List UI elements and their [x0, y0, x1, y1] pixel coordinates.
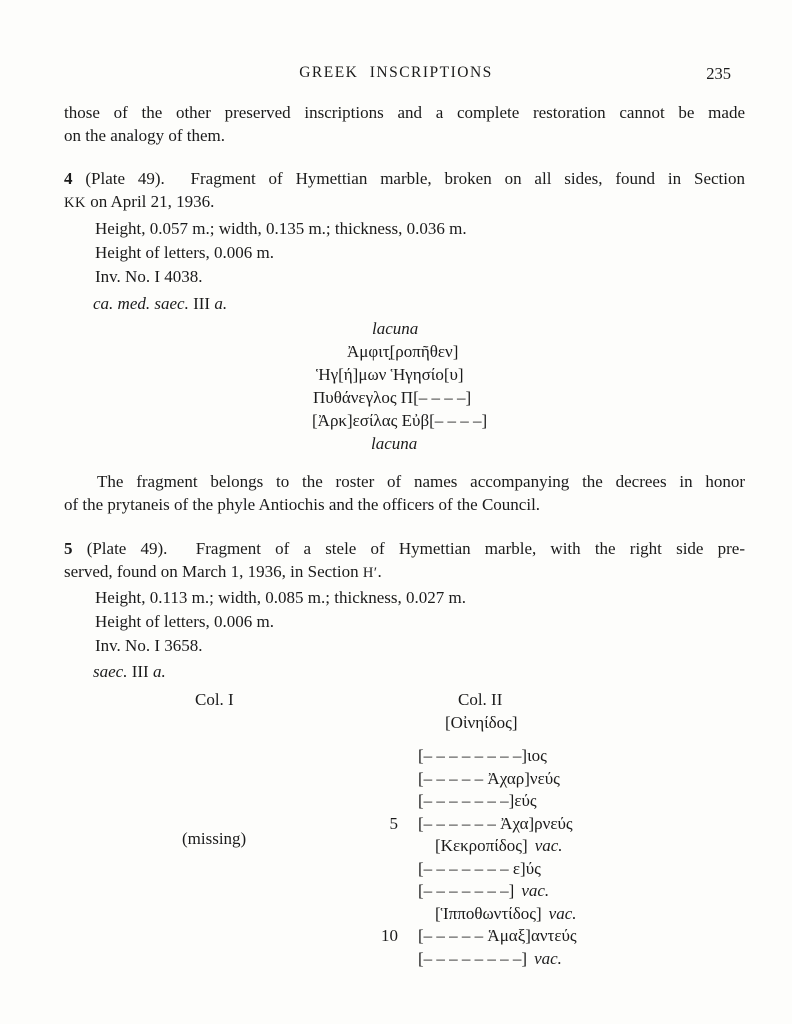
line-number [362, 880, 398, 903]
intro-paragraph [64, 101, 745, 147]
date-numeral: III [131, 662, 149, 681]
name-row [362, 903, 577, 926]
entry-heading-text: (Plate 49). Fragment of a stele of Hymettian marble, with the right side pre- [86, 539, 746, 558]
inscription-line: Πυθάνεγλος Π[– – – –] [313, 388, 472, 407]
date-line-5 [93, 662, 166, 682]
entry-heading-line [64, 190, 745, 215]
entry-number: 4 [64, 169, 73, 188]
row-text: [– – – – – – – –] [418, 948, 528, 968]
paragraph-line: of the prytaneis of the phyle Antiochis and the officers of the Council. [64, 495, 541, 514]
inscription-line: Ἀμφιτ̣[ροπῆθεν] [347, 342, 459, 361]
row-text: [– – – – – – – –]ιος [418, 746, 547, 765]
line-number [362, 768, 398, 791]
paragraph-line: The fragment belongs to the roster of names accompanying the decrees in honor [97, 472, 745, 491]
measurements-4 [95, 217, 467, 289]
measurements-5 [95, 586, 466, 658]
row-text: [– – – – – – Ἀχα]ρνεύς [418, 813, 573, 833]
row-text: [– – – – – – –] [418, 881, 515, 900]
row-text: [Κεκροπίδος] [435, 836, 528, 855]
line-number [362, 948, 398, 971]
measurement-line: Height of letters, 0.006 m. [95, 243, 274, 262]
name-row [362, 768, 577, 791]
section-code: H′ [362, 565, 378, 581]
column-2-first-line: [Οἰνηίδος] [445, 713, 518, 732]
row-text: [Ἱπποθωντίδος] [435, 903, 542, 923]
measurement-line: Height, 0.057 m.; width, 0.135 m.; thickness, 0.036 m. [95, 219, 467, 238]
date-line-4 [93, 294, 227, 314]
column-1-header: Col. I [195, 690, 234, 709]
comment-paragraph [64, 470, 745, 516]
name-row [362, 880, 577, 903]
vacat-label: vac. [521, 881, 550, 900]
line-number [362, 903, 398, 926]
paragraph-line: on the analogy of them. [64, 126, 225, 145]
section-code: KK [64, 195, 86, 211]
name-row [362, 858, 577, 881]
column-2-header: Col. II [458, 690, 503, 709]
line-number [362, 790, 398, 813]
vacat-label: vac. [534, 836, 563, 855]
vacat-label: vac. [534, 948, 562, 968]
vacat-label: vac. [548, 903, 577, 923]
entry-heading-text: (Plate 49). Fragment of Hymettian marble, broken on all sides, found in Section [85, 169, 746, 188]
running-header-title: GREEK INSCRIPTIONS [299, 64, 493, 81]
date-latin: saec. [93, 662, 128, 681]
line-number [362, 745, 398, 768]
entry-heading-line [64, 560, 745, 585]
line-number: 5 [389, 813, 398, 833]
name-row [362, 813, 577, 836]
inscription-line: [Ἀρκ]εσίλας Εὐβ[– – – –] [312, 411, 488, 430]
name-row [362, 948, 577, 971]
name-row [362, 925, 577, 948]
date-latin: ca. med. saec. [93, 294, 189, 313]
page-number: 235 [706, 64, 731, 83]
entry-number: 5 [64, 539, 73, 558]
inscription-line: Ἡγ[ή]μων Ἡγησίο[υ] [316, 365, 464, 384]
row-text: [– – – – – – –]εύς [418, 791, 537, 810]
column-1-missing: (missing) [182, 829, 247, 848]
entry-heading-text: served, found on March 1, 1936, in Section [64, 562, 359, 581]
measurement-line: Inv. No. I 3658. [95, 636, 203, 655]
name-row [362, 790, 577, 813]
line-number [362, 835, 398, 858]
entry-4-heading [64, 167, 745, 215]
measurement-line: Height, 0.113 m.; width, 0.085 m.; thickness, 0.027 m. [95, 588, 466, 607]
measurement-line: Inv. No. I 4038. [95, 267, 203, 286]
date-latin: a. [214, 294, 228, 313]
line-number: 10 [381, 926, 398, 945]
row-text: [– – – – – – – ε]ύς [418, 858, 541, 878]
name-row [362, 745, 577, 768]
entry-heading-line [64, 167, 745, 190]
date-numeral: III [193, 294, 211, 313]
row-text: [– – – – – Ἁμαξ]αντεύς [418, 926, 577, 945]
column-2-name-rows [362, 745, 577, 970]
row-text: [– – – – – Ἀχαρ]νεύς [418, 768, 560, 788]
date-latin: a. [152, 662, 166, 681]
entry-heading-text: . [377, 562, 382, 581]
entry-heading-line [64, 537, 745, 560]
inscription-4 [311, 317, 571, 455]
line-number [362, 858, 398, 881]
name-row [362, 835, 577, 858]
entry-heading-text: on April 21, 1936. [90, 192, 215, 211]
lacuna-bottom: lacuna [371, 434, 418, 453]
entry-5-heading [64, 537, 745, 585]
measurement-line: Height of letters, 0.006 m. [95, 612, 274, 631]
lacuna-top: lacuna [372, 319, 419, 338]
paragraph-line: those of the other preserved inscriptions and a complete restoration cannot be made [64, 103, 745, 122]
